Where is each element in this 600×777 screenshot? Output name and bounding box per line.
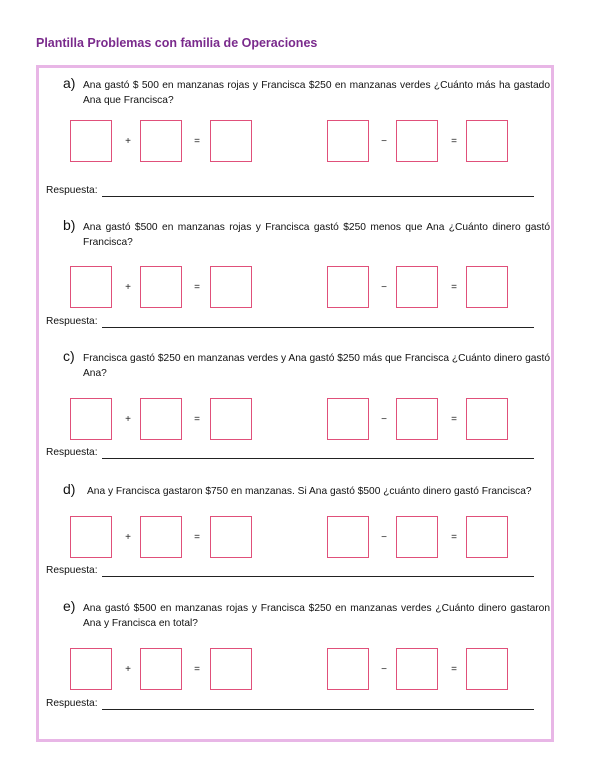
minuend-box[interactable] [327, 266, 369, 308]
answer-line[interactable] [102, 709, 534, 710]
addend-box[interactable] [140, 120, 182, 162]
problem-letter: b) [63, 217, 76, 233]
equals-sign: = [451, 414, 457, 425]
answer-line[interactable] [102, 576, 534, 577]
addend-box[interactable] [140, 648, 182, 690]
answer-line[interactable] [102, 327, 534, 328]
answer-label: Respuesta: [46, 447, 98, 458]
problem-letter: e) [63, 598, 76, 614]
minuend-box[interactable] [327, 648, 369, 690]
problem-letter: a) [63, 75, 76, 91]
answer-label: Respuesta: [46, 698, 98, 709]
equals-sign: = [451, 664, 457, 675]
plus-sign: + [125, 664, 131, 675]
plus-sign: + [125, 282, 131, 293]
equals-sign: = [451, 532, 457, 543]
answer-row-e [46, 698, 536, 712]
problem-question: Ana gastó $ 500 en manzanas rojas y Francisca $250 en manzanas verdes ¿Cuánto más ha gastado Ana que Francisca? [83, 80, 550, 106]
sum-box[interactable] [210, 120, 252, 162]
minuend-box[interactable] [327, 516, 369, 558]
answer-row-a [46, 185, 536, 199]
equals-sign: = [194, 136, 200, 147]
addend-box[interactable] [140, 266, 182, 308]
answer-label: Respuesta: [46, 185, 98, 196]
subtrahend-box[interactable] [396, 648, 438, 690]
problem-question: Ana gastó $500 en manzanas rojas y Francisca $250 en manzanas verdes ¿Cuánto dinero gastaron Ana y Francisca en total? [83, 603, 550, 629]
answer-row-b [46, 316, 536, 330]
problem-question: Francisca gastó $250 en manzanas verdes y Ana gastó $250 más que Francisca ¿Cuánto dinero gastó Ana? [83, 353, 550, 379]
addend-box[interactable] [70, 648, 112, 690]
equals-sign: = [194, 664, 200, 675]
equals-sign: = [194, 414, 200, 425]
difference-box[interactable] [466, 120, 508, 162]
subtrahend-box[interactable] [396, 266, 438, 308]
minus-sign: − [381, 414, 387, 425]
addend-box[interactable] [70, 266, 112, 308]
minus-sign: − [381, 136, 387, 147]
answer-line[interactable] [102, 458, 534, 459]
addend-box[interactable] [140, 516, 182, 558]
difference-box[interactable] [466, 516, 508, 558]
plus-sign: + [125, 414, 131, 425]
difference-box[interactable] [466, 398, 508, 440]
addend-box[interactable] [70, 398, 112, 440]
sum-box[interactable] [210, 398, 252, 440]
subtrahend-box[interactable] [396, 120, 438, 162]
problem-letter: d) [63, 481, 76, 497]
minus-sign: − [381, 282, 387, 293]
difference-box[interactable] [466, 648, 508, 690]
problem-question: Ana y Francisca gastaron $750 en manzanas. Si Ana gastó $500 ¿cuánto dinero gastó Francisca? [87, 486, 532, 497]
sum-box[interactable] [210, 648, 252, 690]
equals-sign: = [451, 282, 457, 293]
subtrahend-box[interactable] [396, 398, 438, 440]
equals-sign: = [451, 136, 457, 147]
addend-box[interactable] [70, 516, 112, 558]
answer-label: Respuesta: [46, 316, 98, 327]
minus-sign: − [381, 664, 387, 675]
plus-sign: + [125, 136, 131, 147]
problem-question: Ana gastó $500 en manzanas rojas y Francisca gastó $250 menos que Ana ¿Cuánto dinero gastó Francisca? [83, 222, 550, 248]
minuend-box[interactable] [327, 120, 369, 162]
minuend-box[interactable] [327, 398, 369, 440]
addend-box[interactable] [70, 120, 112, 162]
plus-sign: + [125, 532, 131, 543]
equals-sign: = [194, 532, 200, 543]
answer-row-d [46, 565, 536, 579]
answer-line[interactable] [102, 196, 534, 197]
addend-box[interactable] [140, 398, 182, 440]
sum-box[interactable] [210, 266, 252, 308]
page-title: Plantilla Problemas con familia de Operaciones [36, 36, 318, 50]
difference-box[interactable] [466, 266, 508, 308]
answer-label: Respuesta: [46, 565, 98, 576]
minus-sign: − [381, 532, 387, 543]
subtrahend-box[interactable] [396, 516, 438, 558]
answer-row-c [46, 447, 536, 461]
sum-box[interactable] [210, 516, 252, 558]
equals-sign: = [194, 282, 200, 293]
problem-letter: c) [63, 348, 75, 364]
